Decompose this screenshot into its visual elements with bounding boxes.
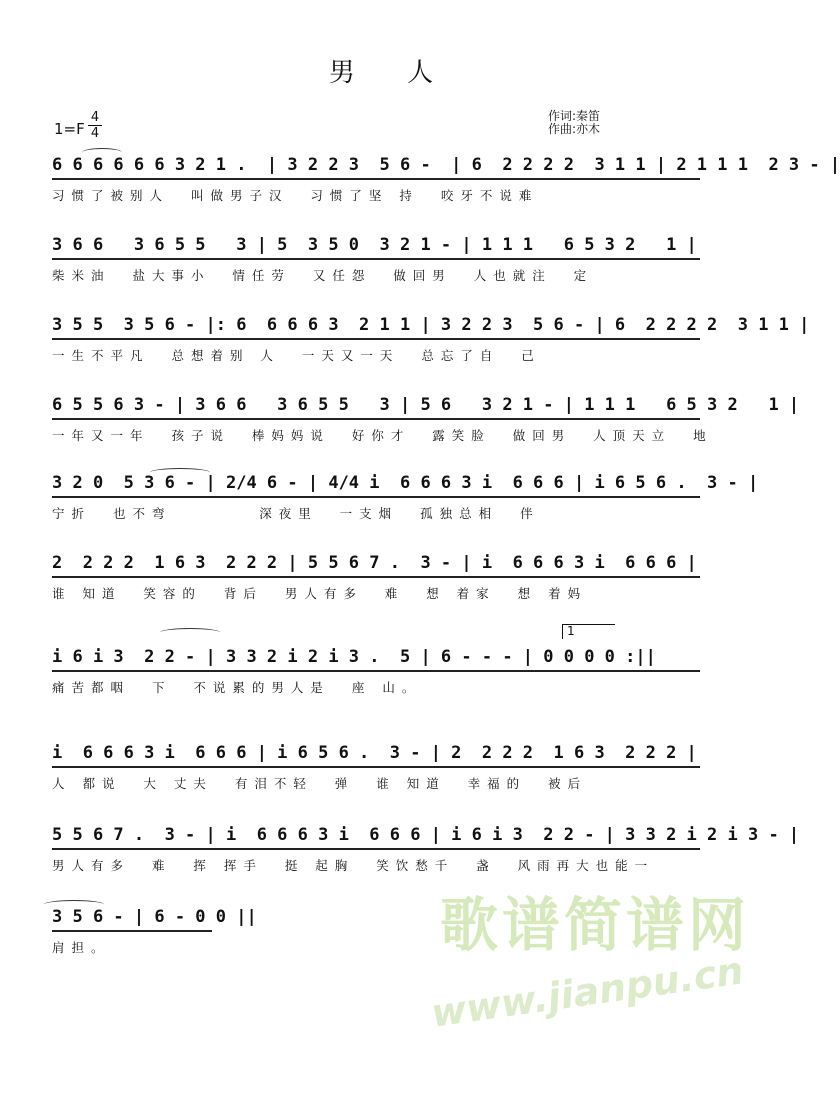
score-row-9 [52, 822, 800, 874]
key-signature: 1=F [54, 120, 85, 138]
slur-mark [82, 148, 122, 157]
lyric-line: 人 都说 大 丈夫 有泪不轻 弹 谁 知道 幸福的 被后 [52, 776, 588, 791]
notation-line: 5 5 6 7 . 3 - | i 6 6 6 3 i 6 6 6 | i 6 i 3 2 2 - | 3 3 2 i 2 i 3 - | [52, 822, 700, 850]
lyricist-name: 秦笛 [576, 109, 601, 123]
lyric-line: 肩担。 [52, 940, 111, 955]
composer-name: 亦木 [576, 122, 601, 136]
volta-bracket [562, 624, 615, 639]
lyric-line: 谁 知道 笑容的 背后 男人有多 难 想 着家 想 着妈 [52, 586, 588, 601]
notation-line: 3 5 6 - | 6 - 0 0 || [52, 904, 212, 932]
notation-line: 3 2 0 5 3 6 - | 2/4 6 - | 4/4 i 6 6 6 3 i 6 6 6 | i 6 5 6 . 3 - | [52, 470, 700, 498]
tie-mark [150, 468, 210, 477]
score-row-6 [52, 550, 700, 602]
watermark-chinese: 歌谱简谱网 [440, 891, 751, 959]
score-row-8 [52, 740, 700, 792]
lyric-line: 宁折 也不弯 深夜里 一支烟 孤独总相 伴 [52, 506, 540, 521]
score-row-1 [52, 152, 840, 204]
composer-credit [548, 123, 600, 136]
meter-top: 4 [90, 110, 100, 125]
lyric-line: 一年又一年 孩子说 棒妈妈说 好你才 露笑脸 做回男 人顶天立 地 [52, 428, 713, 443]
watermark-url: www.jianpu.cn [428, 948, 746, 1036]
notation-line: 3 6 6 3 6 5 5 3 | 5 3 5 0 3 2 1 - | 1 1 1 6 5 3 2 1 | [52, 232, 700, 260]
lyric-line: 柴米油 盐大事小 情任劳 又任怨 做回男 人也就注 定 [52, 268, 594, 283]
volta-number: 1 [567, 624, 575, 638]
notation-line: 6 6 6 6 6 6 3 2 1 . | 3 2 2 3 5 6 - | 6 2 2 2 2 3 1 1 | 2 1 1 1 2 3 - | [52, 152, 700, 180]
score-row-4 [52, 392, 800, 444]
composer-label: 作曲: [548, 122, 577, 136]
site-watermark [430, 878, 770, 1068]
score-row-2 [52, 232, 700, 284]
meter-bottom: 4 [90, 126, 100, 141]
tie-mark [44, 900, 104, 909]
score-row-3 [52, 312, 810, 364]
notation-line: i 6 i 3 2 2 - | 3 3 2 i 2 i 3 . 5 | 6 - - - | 0 0 0 0 :|| [52, 644, 700, 672]
slur-mark [160, 628, 220, 637]
song-title: 男 人 [328, 58, 456, 88]
lyric-line: 一生不平凡 总想着别 人 一天又一天 总忘了自 己 [52, 348, 541, 363]
lyric-line: 男人有多 难 挥 挥手 挺 起胸 笑饮愁千 盏 风雨再大也能一 [52, 858, 655, 873]
score-row-10 [52, 904, 257, 956]
notation-line: 3 5 5 3 5 6 - |: 6 6 6 6 3 2 1 1 | 3 2 2 3 5 6 - | 6 2 2 2 2 3 1 1 | [52, 312, 700, 340]
score-row-7 [52, 644, 700, 696]
score-row-5 [52, 470, 759, 522]
notation-line: i 6 6 6 3 i 6 6 6 | i 6 5 6 . 3 - | 2 2 2 2 1 6 3 2 2 2 | [52, 740, 700, 768]
credits [548, 110, 600, 136]
lyric-line: 痛苦都咽 下 不说累的男人是 座 山。 [52, 680, 422, 695]
notation-line: 6 5 5 6 3 - | 3 6 6 3 6 5 5 3 | 5 6 3 2 1 - | 1 1 1 6 5 3 2 1 | [52, 392, 700, 420]
lyric-line: 习惯了被别人 叫做男子汉 习惯了坚 持 咬牙不说难 [52, 188, 539, 203]
time-signature [88, 111, 102, 140]
lyricist-label: 作词: [548, 109, 577, 123]
notation-line: 2 2 2 2 1 6 3 2 2 2 | 5 5 6 7 . 3 - | i 6 6 6 3 i 6 6 6 | [52, 550, 700, 578]
